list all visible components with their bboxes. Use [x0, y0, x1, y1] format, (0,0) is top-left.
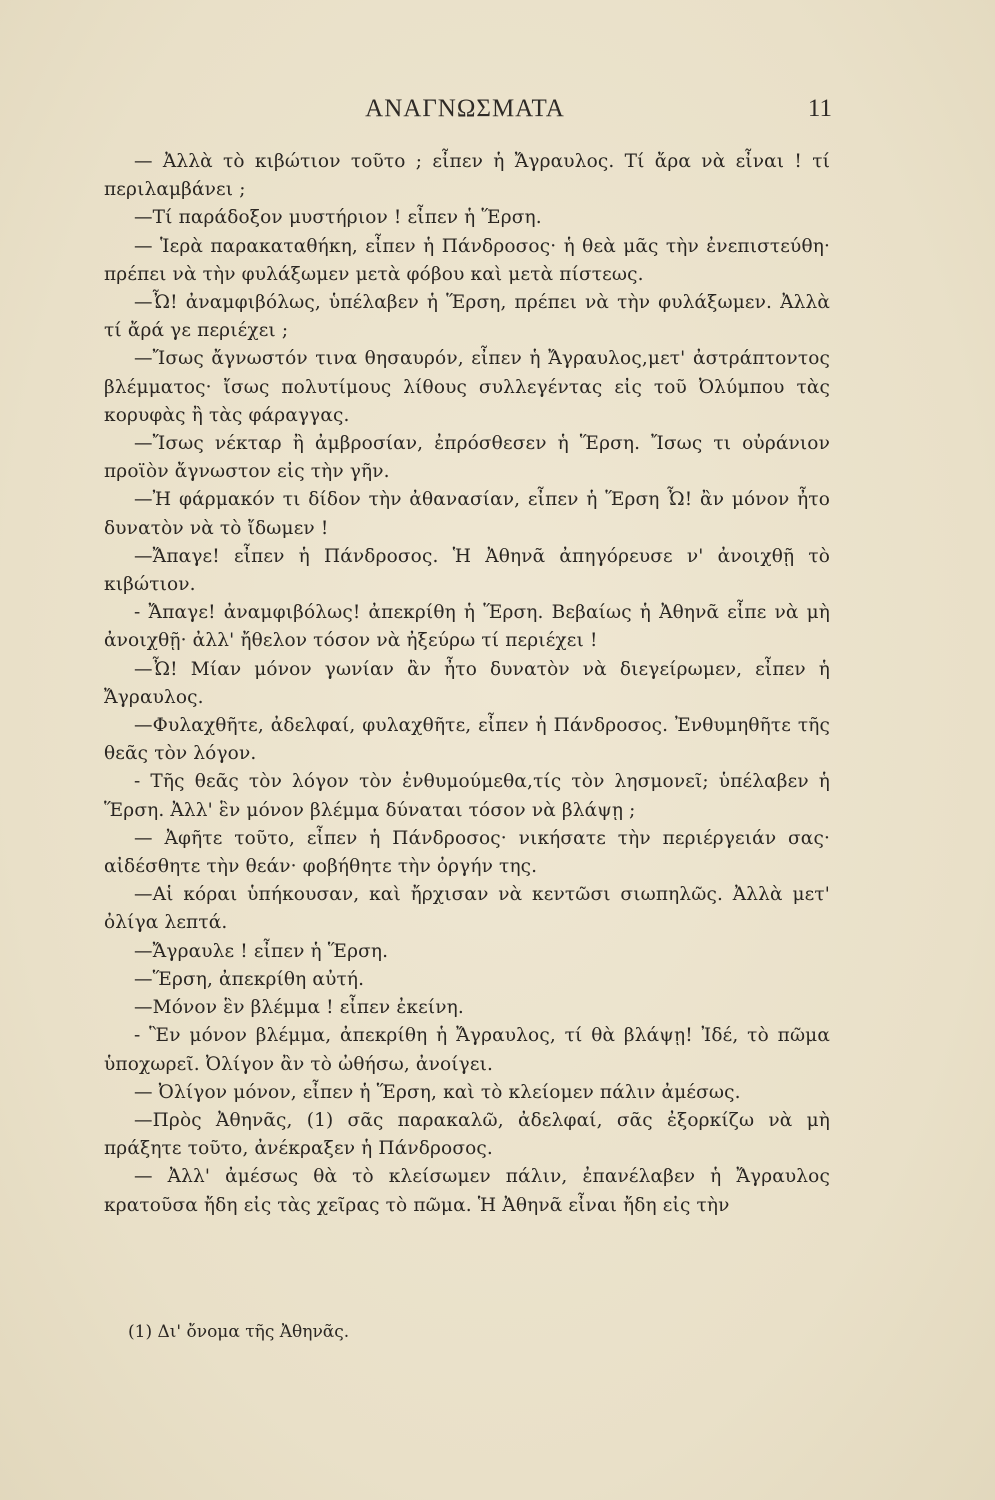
paragraph: — Ὀλίγον μόνον, εἶπεν ἡ Ἕρση, καὶ τὸ κλείομεν πάλιν ἀμέσως.	[134, 1081, 741, 1103]
paragraph: —Τί παράδοξον μυστήριον ! εἶπεν ἡ Ἕρση.	[134, 207, 542, 229]
paragraph: —Ἕρση, ἀπεκρίθη αὐτή.	[134, 968, 365, 990]
paragraph: — Ἀλλ' ἀμέσως θὰ τὸ κλείσωμεν πάλιν, ἐπανέλαβεν ἡ Ἄγραυλος κρατοῦσα ἤδη εἰς τὰς χεῖρας τὸ πῶμα. Ἡ Ἀθηνᾶ εἶναι ἤδη εἰς τὴν	[104, 1166, 830, 1216]
paragraph: —Ἄγραυλε ! εἶπεν ἡ Ἕρση.	[134, 940, 389, 962]
paragraph: —Ἄπαγε! εἶπεν ἡ Πάνδροσος. Ἡ Ἀθηνᾶ ἀπηγόρευσε ν' ἀνοιχθῇ τὸ κιβώτιον.	[104, 545, 830, 596]
paragraph: — Ἀφῆτε τοῦτο, εἶπεν ἡ Πάνδροσος· νικήσατε τὴν περιέργειάν σας· αἰδέσθητε τὴν θεάν· φοβήθητε τὴν ὀργήν της.	[104, 827, 830, 878]
paragraph: —Φυλαχθῆτε, ἀδελφαί, φυλαχθῆτε, εἶπεν ἡ Πάνδροσος. Ἐνθυμηθῆτε τῆς θεᾶς τὸν λόγον.	[104, 715, 830, 765]
paragraph: - Τῆς θεᾶς τὸν λόγον τὸν ἐνθυμούμεθα,τίς τὸν λησμονεῖ; ὑπέλαβεν ἡ Ἕρση. Ἀλλ' ἓν μόνον βλέμμα δύναται τόσον νὰ βλάψῃ ;	[104, 771, 830, 821]
paragraph: —Ἠ φάρμακόν τι δίδον τὴν ἀθανασίαν, εἶπεν ἡ Ἕρση Ὦ! ἂν μόνον ἦτο δυνατὸν νὰ τὸ ἴδωμεν !	[104, 489, 830, 539]
page-header	[100, 95, 830, 131]
paragraph: —Ὦ! Μίαν μόνον γωνίαν ἂν ἦτο δυνατὸν νὰ διεγείρωμεν, εἶπεν ἡ Ἄγραυλος.	[104, 658, 830, 708]
paragraph: - Ἄπαγε! ἀναμφιβόλως! ἀπεκρίθη ἡ Ἕρση. Βεβαίως ἡ Ἀθηνᾶ εἶπε νὰ μὴ ἀνοιχθῇ· ἀλλ' ἤθελον τόσον νὰ ἠξεύρω τί περιέχει !	[104, 602, 830, 652]
footnote: (1) Δι' ὄνομα τῆς Ἀθηνᾶς.	[128, 1322, 350, 1342]
body-text	[104, 148, 830, 1220]
paragraph: - Ἓν μόνον βλέμμα, ἀπεκρίθη ἡ Ἄγραυλος, τί θὰ βλάψῃ! Ἰδέ, τὸ πῶμα ὑποχωρεῖ. Ὀλίγον ἂν τὸ ὠθήσω, ἀνοίγει.	[104, 1025, 830, 1075]
paragraph: — Ἀλλὰ τὸ κιβώτιον τοῦτο ; εἶπεν ἡ Ἄγραυλος. Τί ἄρα νὰ εἶναι ! τί περιλαμβάνει ;	[104, 151, 830, 201]
paragraph: —Ἴσως ἄγνωστόν τινα θησαυρόν, εἶπεν ἡ Ἄγραυλος,μετ' ἀστράπτοντος βλέμματος· ἴσως πολυτίμους λίθους συλλεγέντας εἰς τοῦ Ὀλύμπου τὰς κορυφὰς ἢ τὰς φάραγγας.	[104, 348, 830, 426]
paragraph: —Πρὸς Ἀθηνᾶς, (1) σᾶς παρακαλῶ, ἀδελφαί, σᾶς ἐξορκίζω νὰ μὴ πράξητε τοῦτο, ἀνέκραξεν ἡ Πάνδροσος.	[104, 1109, 830, 1160]
paragraph: —Αἱ κόραι ὑπήκουσαν, καὶ ἤρχισαν νὰ κεντῶσι σιωπηλῶς. Ἀλλὰ μετ' ὀλίγα λεπτά.	[104, 884, 830, 934]
paragraph: —Μόνον ἓν βλέμμα ! εἶπεν ἐκείνη.	[134, 997, 464, 1019]
paragraph: — Ἱερὰ παρακαταθήκη, εἶπεν ἡ Πάνδροσος· ἡ θεὰ μᾶς τὴν ἐνεπιστεύθη· πρέπει νὰ τὴν φυλάξωμεν μετὰ φόβου καὶ μετὰ πίστεως.	[104, 235, 830, 285]
page-number: 11	[807, 95, 832, 122]
paragraph: —Ἴσως νέκταρ ἢ ἀμβροσίαν, ἐπρόσθεσεν ἡ Ἕρση. Ἴσως τι οὐράνιον προϊὸν ἄγνωστον εἰς τὴν γῆν.	[104, 433, 830, 483]
paragraph: —Ὦ! ἀναμφιβόλως, ὑπέλαβεν ἡ Ἕρση, πρέπει νὰ τὴν φυλάξωμεν. Ἀλλὰ τί ἄρά γε περιέχει ;	[104, 292, 830, 342]
footnote-divider	[104, 1296, 830, 1297]
running-title: ΑΝΑΓΝΩΣΜΑΤΑ	[365, 95, 565, 122]
